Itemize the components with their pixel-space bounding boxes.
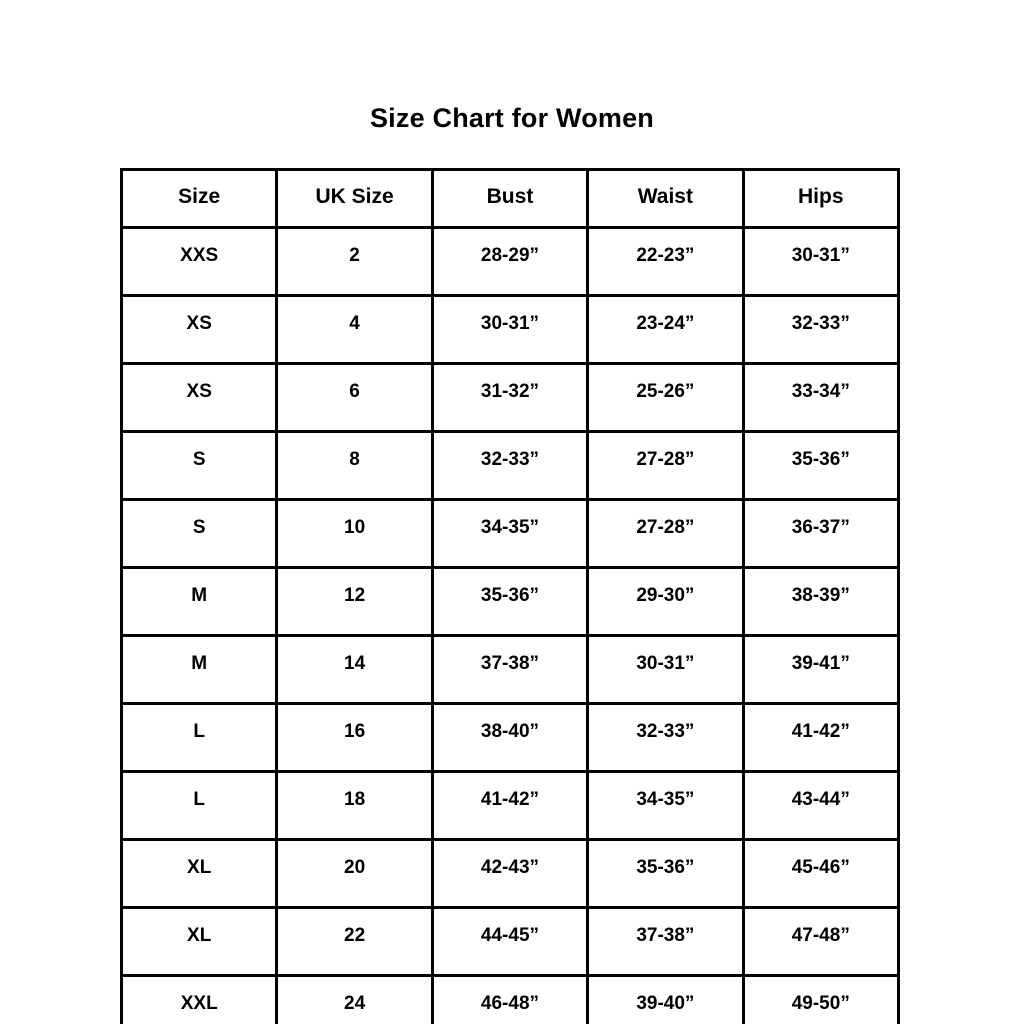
- cell-bust: 38-40”: [432, 704, 587, 772]
- cell-uk-size: 12: [277, 568, 432, 636]
- cell-uk-size: 20: [277, 840, 432, 908]
- header-row: [122, 170, 899, 228]
- cell-size: XS: [122, 364, 277, 432]
- cell-size: S: [122, 500, 277, 568]
- cell-bust: 28-29”: [432, 228, 587, 296]
- cell-bust: 46-48”: [432, 976, 587, 1024]
- cell-hips: 41-42”: [743, 704, 898, 772]
- table-header: [122, 170, 899, 228]
- cell-waist: 27-28”: [588, 432, 743, 500]
- cell-hips: 33-34”: [743, 364, 898, 432]
- cell-uk-size: 8: [277, 432, 432, 500]
- cell-hips: 39-41”: [743, 636, 898, 704]
- page-title: Size Chart for Women: [369, 103, 655, 133]
- table-row: [122, 908, 899, 976]
- cell-hips: 47-48”: [743, 908, 898, 976]
- cell-waist: 35-36”: [588, 840, 743, 908]
- table-row: [122, 296, 899, 364]
- cell-uk-size: 24: [277, 976, 432, 1024]
- cell-uk-size: 18: [277, 772, 432, 840]
- column-header-uk-size: UK Size: [277, 170, 432, 228]
- column-header-bust: Bust: [432, 170, 587, 228]
- cell-waist: 22-23”: [588, 228, 743, 296]
- cell-waist: 30-31”: [588, 636, 743, 704]
- table-row: [122, 568, 899, 636]
- column-header-size: Size: [122, 170, 277, 228]
- cell-size: XL: [122, 840, 277, 908]
- cell-waist: 23-24”: [588, 296, 743, 364]
- cell-waist: 29-30”: [588, 568, 743, 636]
- table-body: [122, 228, 899, 1024]
- cell-size: XXL: [122, 976, 277, 1024]
- cell-uk-size: 6: [277, 364, 432, 432]
- cell-hips: 36-37”: [743, 500, 898, 568]
- table-row: [122, 704, 899, 772]
- cell-waist: 34-35”: [588, 772, 743, 840]
- cell-uk-size: 22: [277, 908, 432, 976]
- table-row: [122, 228, 899, 296]
- cell-bust: 30-31”: [432, 296, 587, 364]
- cell-uk-size: 14: [277, 636, 432, 704]
- table-row: [122, 432, 899, 500]
- table-row: [122, 500, 899, 568]
- cell-bust: 31-32”: [432, 364, 587, 432]
- cell-size: L: [122, 772, 277, 840]
- cell-bust: 41-42”: [432, 772, 587, 840]
- cell-bust: 42-43”: [432, 840, 587, 908]
- cell-uk-size: 2: [277, 228, 432, 296]
- cell-size: M: [122, 636, 277, 704]
- table-row: [122, 636, 899, 704]
- cell-uk-size: 16: [277, 704, 432, 772]
- cell-uk-size: 4: [277, 296, 432, 364]
- cell-waist: 27-28”: [588, 500, 743, 568]
- cell-bust: 32-33”: [432, 432, 587, 500]
- column-header-hips: Hips: [743, 170, 898, 228]
- cell-bust: 35-36”: [432, 568, 587, 636]
- table-row: [122, 364, 899, 432]
- cell-hips: 49-50”: [743, 976, 898, 1024]
- cell-uk-size: 10: [277, 500, 432, 568]
- cell-size: XXS: [122, 228, 277, 296]
- column-header-waist: Waist: [588, 170, 743, 228]
- cell-waist: 37-38”: [588, 908, 743, 976]
- cell-waist: 32-33”: [588, 704, 743, 772]
- cell-hips: 38-39”: [743, 568, 898, 636]
- cell-size: L: [122, 704, 277, 772]
- cell-bust: 37-38”: [432, 636, 587, 704]
- table-row: [122, 772, 899, 840]
- table-row: [122, 840, 899, 908]
- table-row: [122, 976, 899, 1024]
- cell-size: M: [122, 568, 277, 636]
- cell-bust: 44-45”: [432, 908, 587, 976]
- cell-size: S: [122, 432, 277, 500]
- cell-size: XL: [122, 908, 277, 976]
- cell-hips: 30-31”: [743, 228, 898, 296]
- cell-hips: 35-36”: [743, 432, 898, 500]
- cell-hips: 43-44”: [743, 772, 898, 840]
- cell-size: XS: [122, 296, 277, 364]
- cell-hips: 32-33”: [743, 296, 898, 364]
- cell-hips: 45-46”: [743, 840, 898, 908]
- size-chart-table: [120, 168, 900, 1024]
- cell-waist: 39-40”: [588, 976, 743, 1024]
- cell-waist: 25-26”: [588, 364, 743, 432]
- cell-bust: 34-35”: [432, 500, 587, 568]
